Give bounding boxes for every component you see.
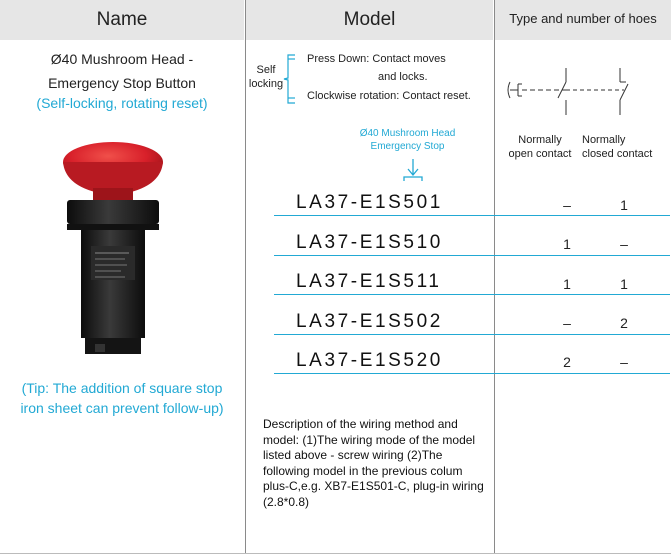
self-locking-line-1: Press Down: Contact moves [307, 53, 446, 65]
row-divider [274, 255, 670, 256]
brace-icon [282, 54, 296, 104]
column-divider [494, 0, 495, 554]
tip-line: (Tip: The addition of square stop iron sheet can prevent follow-up) [20, 380, 224, 416]
normally-open-label: Normally open contact [508, 134, 572, 160]
model-code: LA37-E1S501 [296, 192, 443, 213]
header-model-cell [246, 0, 493, 40]
normally-closed-count: – [620, 236, 628, 252]
normally-closed-label: Normally closed contact [582, 134, 653, 160]
self-locking-line-2: and locks. [378, 71, 428, 83]
model-code: LA37-E1S510 [296, 232, 443, 253]
self-locking-line-3: Clockwise rotation: Contact reset. [307, 90, 471, 102]
header-type-cell [495, 0, 671, 40]
normally-open-count: – [563, 315, 571, 331]
normally-open-count: 2 [563, 354, 571, 370]
row-divider [274, 373, 670, 374]
row-divider [274, 215, 670, 216]
callout-label: Ø40 Mushroom Head Emergency Stop [359, 128, 456, 152]
tip-text [0, 378, 244, 418]
normally-open-count: 1 [563, 236, 571, 252]
normally-open-count: 1 [563, 276, 571, 292]
product-title [0, 47, 244, 95]
product-title-line: Ø40 Mushroom Head - Emergency Stop Button [48, 51, 196, 91]
normally-closed-count: – [620, 354, 628, 370]
header-type: Type and number of hoes [509, 11, 657, 26]
header-model: Model [343, 9, 396, 30]
normally-closed-count: 1 [620, 276, 628, 292]
product-subtitle: (Self-locking, rotating reset) [36, 95, 208, 111]
row-divider [274, 334, 670, 335]
column-divider [245, 0, 246, 554]
header-name: Name [96, 9, 148, 30]
normally-closed-count: 1 [620, 197, 628, 213]
normally-open-count: – [563, 197, 571, 213]
wiring-description: Description of the wiring method and model: (1)The wiring mode of the model listed above - screw wiring (2)The following model in the previous colum plus-C,e.g. XB7-E1S501-C, plug-in wiring (2.8*0.8) [263, 417, 484, 509]
row-divider [274, 294, 670, 295]
model-code: LA37-E1S502 [296, 311, 443, 332]
model-code: LA37-E1S511 [296, 271, 442, 292]
arrow-down-icon [398, 157, 428, 187]
self-locking-label: Self locking [248, 64, 284, 90]
model-code: LA37-E1S520 [296, 350, 443, 371]
header-name-cell [0, 0, 244, 40]
normally-closed-count: 2 [620, 315, 628, 331]
contact-schematic-icon [500, 60, 640, 120]
emergency-stop-button-photo [55, 140, 175, 360]
